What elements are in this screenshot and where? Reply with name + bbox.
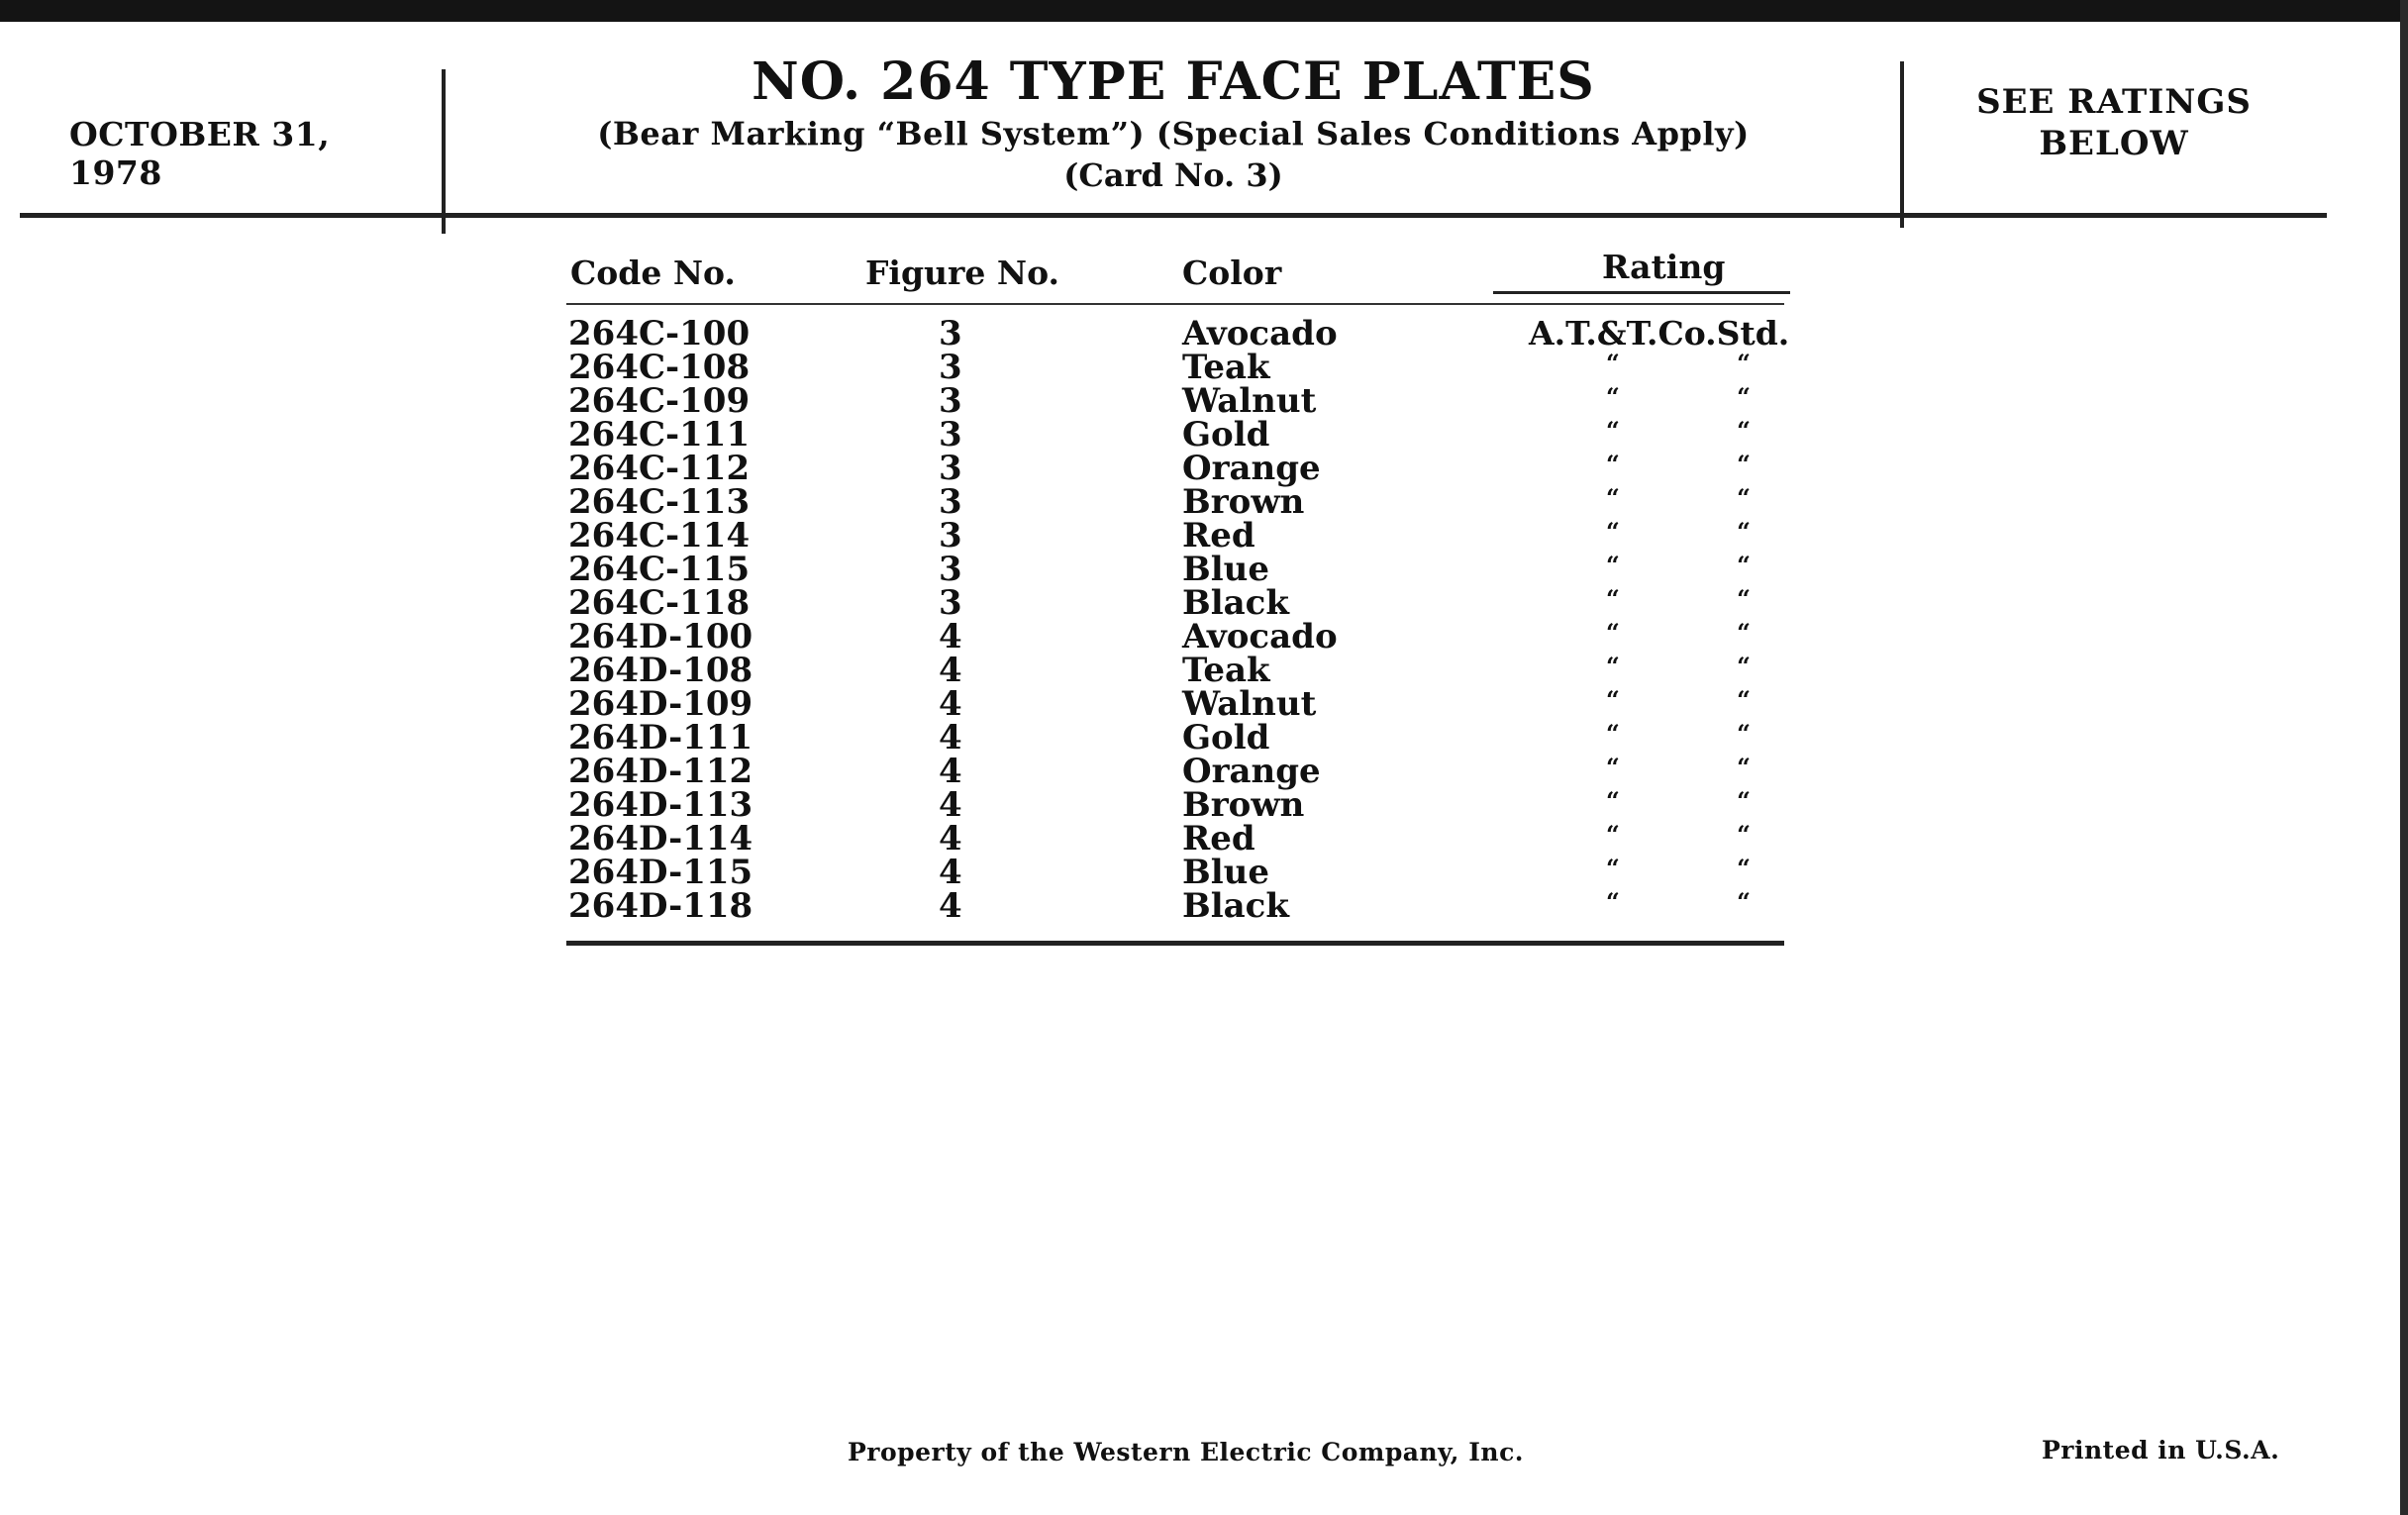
cell-color: Avocado [1182, 617, 1338, 656]
cell-figure: 4 [939, 785, 962, 825]
cell-figure: 3 [939, 482, 962, 522]
cell-code: 264C-114 [568, 516, 751, 556]
scan-background-right [2400, 0, 2408, 1515]
table-header [566, 230, 1784, 299]
column-header-figure: Figure No. [865, 253, 1059, 292]
table-row [566, 684, 1784, 724]
cell-color: Gold [1182, 718, 1270, 758]
cell-code: 264C-112 [568, 449, 751, 488]
cell-figure: 3 [939, 583, 962, 623]
cell-figure: 4 [939, 752, 962, 791]
column-header-rating: Rating [1602, 248, 1726, 286]
title-block [455, 51, 1891, 196]
cell-code: 264D-114 [568, 819, 753, 858]
cell-rating: “ “ [1606, 450, 1751, 478]
cell-code: 264C-115 [568, 550, 751, 589]
cell-color: Gold [1182, 415, 1270, 454]
cell-code: 264C-118 [568, 583, 751, 623]
cell-rating: “ “ [1606, 685, 1751, 714]
table-row [566, 583, 1784, 623]
cell-rating: “ “ [1606, 584, 1751, 613]
column-header-color: Color [1182, 253, 1282, 292]
column-header-code: Code No. [570, 253, 736, 292]
cell-code: 264D-109 [568, 684, 753, 724]
table-bottom-rule [566, 941, 1784, 946]
table-body [566, 314, 1790, 926]
scan-background-top [0, 0, 2408, 22]
cell-figure: 3 [939, 381, 962, 421]
cell-color: Avocado [1182, 314, 1338, 354]
cell-figure: 4 [939, 651, 962, 690]
cell-color: Walnut [1182, 684, 1317, 724]
table-row [566, 718, 1784, 758]
table-row [566, 449, 1784, 488]
cell-figure: 4 [939, 617, 962, 656]
cell-rating: “ “ [1606, 719, 1751, 748]
cell-color: Orange [1182, 752, 1321, 791]
cell-code: 264C-113 [568, 482, 751, 522]
cell-color: Blue [1182, 550, 1270, 589]
cell-rating: “ “ [1606, 618, 1751, 647]
ratings-note-line1: SEE RATINGS [1976, 82, 2252, 122]
cell-code: 264C-108 [568, 348, 751, 387]
cell-code: 264D-115 [568, 853, 753, 892]
cell-rating: “ “ [1606, 786, 1751, 815]
cell-code: 264C-100 [568, 314, 751, 354]
cell-rating: “ “ [1606, 416, 1751, 445]
table-row [566, 381, 1784, 421]
cell-color: Orange [1182, 449, 1321, 488]
ratings-note-line2: BELOW [2039, 124, 2189, 163]
table-header-rule [566, 303, 1784, 305]
cell-code: 264D-112 [568, 752, 753, 791]
cell-code: 264D-108 [568, 651, 753, 690]
table-row [566, 482, 1784, 522]
table-row [566, 348, 1784, 387]
table-row [566, 651, 1784, 690]
cell-figure: 4 [939, 886, 962, 926]
table-row [566, 853, 1784, 892]
cell-color: Red [1182, 819, 1255, 858]
table-row [566, 314, 1790, 354]
cell-color: Red [1182, 516, 1255, 556]
cell-rating: “ “ [1606, 382, 1751, 411]
card-subtitle: (Bear Marking “Bell System”) (Special Sales Conditions Apply) [597, 115, 1750, 152]
cell-rating: “ “ [1606, 483, 1751, 512]
cell-code: 264C-109 [568, 381, 751, 421]
cell-figure: 3 [939, 449, 962, 488]
cell-color: Teak [1182, 651, 1270, 690]
cell-rating: “ “ [1606, 349, 1751, 377]
cell-figure: 3 [939, 348, 962, 387]
cell-rating: “ “ [1606, 887, 1751, 916]
cell-figure: 3 [939, 415, 962, 454]
cell-code: 264D-111 [568, 718, 753, 758]
cell-rating: “ “ [1606, 551, 1751, 579]
cell-code: 264C-111 [568, 415, 751, 454]
table-row [566, 752, 1784, 791]
footer-property-notice: Property of the Western Electric Company, Inc. [848, 1438, 1525, 1466]
cell-code: 264D-113 [568, 785, 753, 825]
cell-code: 264D-118 [568, 886, 753, 926]
table-row [566, 886, 1784, 926]
cell-figure: 4 [939, 684, 962, 724]
header-rule [20, 213, 2327, 218]
cell-code: 264D-100 [568, 617, 753, 656]
cell-color: Walnut [1182, 381, 1317, 421]
cell-color: Teak [1182, 348, 1270, 387]
catalog-card [0, 22, 2400, 1515]
cell-rating: “ “ [1606, 753, 1751, 781]
cell-color: Blue [1182, 853, 1270, 892]
cell-figure: 4 [939, 853, 962, 892]
cell-figure: 4 [939, 819, 962, 858]
table-row [566, 415, 1784, 454]
card-number: (Card No. 3) [1063, 156, 1283, 194]
ratings-note [1921, 81, 2307, 164]
face-plates-table [566, 230, 1790, 926]
cell-color: Black [1182, 583, 1289, 623]
cell-rating: “ “ [1606, 820, 1751, 849]
header-divider-left [442, 69, 446, 234]
table-row [566, 550, 1784, 589]
table-row [566, 785, 1784, 825]
table-row [566, 819, 1784, 858]
cell-figure: 3 [939, 550, 962, 589]
cell-rating: A.T.&T.Co.Std. [1529, 314, 1790, 353]
header-divider-right [1900, 61, 1904, 228]
cell-figure: 3 [939, 314, 962, 354]
cell-color: Brown [1182, 785, 1305, 825]
card-date: OCTOBER 31, 1978 [69, 115, 331, 192]
table-row [566, 617, 1784, 656]
cell-color: Brown [1182, 482, 1305, 522]
card-title: NO. 264 TYPE FACE PLATES [752, 51, 1595, 112]
table-row [566, 516, 1784, 556]
cell-rating: “ “ [1606, 517, 1751, 546]
cell-rating: “ “ [1606, 854, 1751, 882]
footer-printed-notice: Printed in U.S.A. [2042, 1436, 2280, 1464]
cell-figure: 3 [939, 516, 962, 556]
cell-figure: 4 [939, 718, 962, 758]
cell-rating: “ “ [1606, 652, 1751, 680]
cell-color: Black [1182, 886, 1289, 926]
rating-header-underline [1493, 291, 1790, 294]
